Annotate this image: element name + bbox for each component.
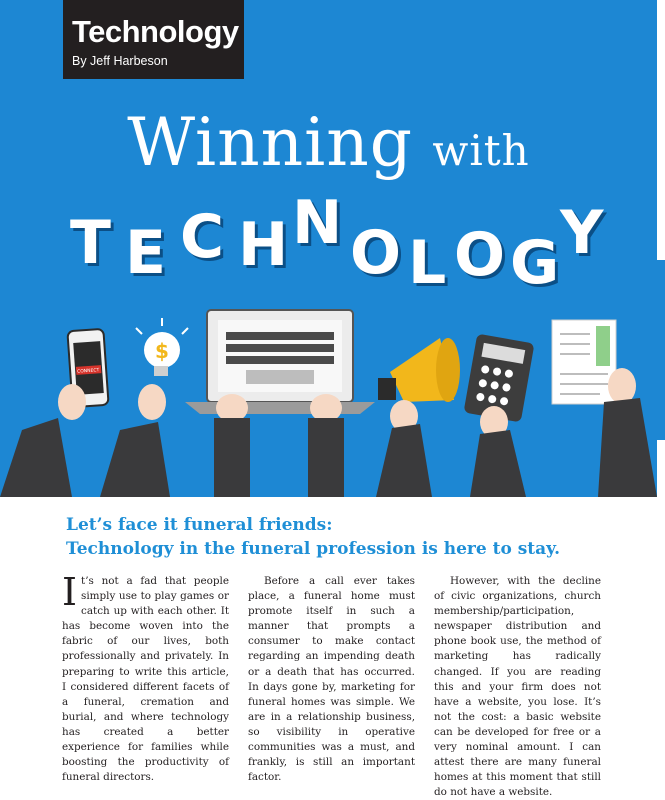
headline-line-1 bbox=[0, 104, 657, 181]
headline-letter: E bbox=[125, 218, 166, 288]
subhead-line-2: Technology in the funeral profession is here to stay. bbox=[66, 539, 561, 559]
headline-letter: C bbox=[180, 202, 225, 272]
byline: By Jeff Harbeson bbox=[72, 54, 168, 68]
bulb-symbol: $ bbox=[155, 339, 169, 363]
lightbulb-icon bbox=[100, 318, 188, 497]
calculator-icon bbox=[463, 334, 534, 497]
page-edge-notch bbox=[657, 260, 665, 440]
headline-letter: L bbox=[408, 228, 447, 298]
headline-letter: G bbox=[510, 228, 560, 298]
article-subhead bbox=[66, 513, 626, 561]
drop-cap: I bbox=[62, 570, 78, 614]
headline-letter: Y bbox=[560, 198, 604, 268]
headline-letter: O bbox=[350, 218, 402, 288]
headline-line-2 bbox=[70, 188, 650, 298]
section-tag bbox=[63, 0, 244, 79]
section-title: Technology bbox=[72, 14, 239, 49]
paragraph bbox=[62, 570, 229, 785]
article-column-2 bbox=[248, 574, 415, 785]
article-column-1 bbox=[62, 570, 229, 785]
megaphone-icon bbox=[376, 338, 460, 497]
headline-letter: T bbox=[70, 208, 111, 278]
phone-label: CONNECT bbox=[77, 368, 100, 375]
document-icon bbox=[552, 320, 657, 497]
headline-word-winning: Winning bbox=[127, 104, 413, 181]
headline-letter: O bbox=[454, 220, 506, 290]
column-1-text: t’s not a fad that people simply use to play games or catch up with each other. It has become woven into the fabric of our lives, both professionally and privately. In preparing to write this article, I considered different facets of a funeral, cremation and burial, and where technology has created a better experience for families while boosting the productivity of funeral directors. bbox=[62, 575, 229, 784]
headline-word-with: with bbox=[432, 126, 530, 175]
smartphone-icon bbox=[0, 329, 109, 497]
paragraph: Before a call ever takes place, a funeral home must promote itself in such a manner that prompts a consumer to make contact regarding an impending death or a death that has occurred. In days gone by, marketing for funeral homes was simple. We are in a relationship business, so visibility in operative communities was a must, and frankly, is still an important factor. bbox=[248, 575, 415, 784]
laptop-icon bbox=[185, 310, 375, 497]
paragraph: However, with the decline of civic organizations, church membership/participation, newspaper distribution and phone book use, the method of marketing has radically changed. If you are reading this and your firm does not have a website, you lose. It’s not the cost: a basic website can be developed for free or a very nominal amount. I can attest there are many funeral homes at this moment that still do not have a website. bbox=[434, 575, 601, 799]
article-column-3 bbox=[434, 574, 601, 800]
hands-with-devices-illustration bbox=[0, 290, 657, 497]
subhead-line-1: Let’s face it funeral friends: bbox=[66, 515, 333, 535]
headline-letter: N bbox=[292, 188, 343, 258]
headline-letter: H bbox=[238, 210, 289, 280]
